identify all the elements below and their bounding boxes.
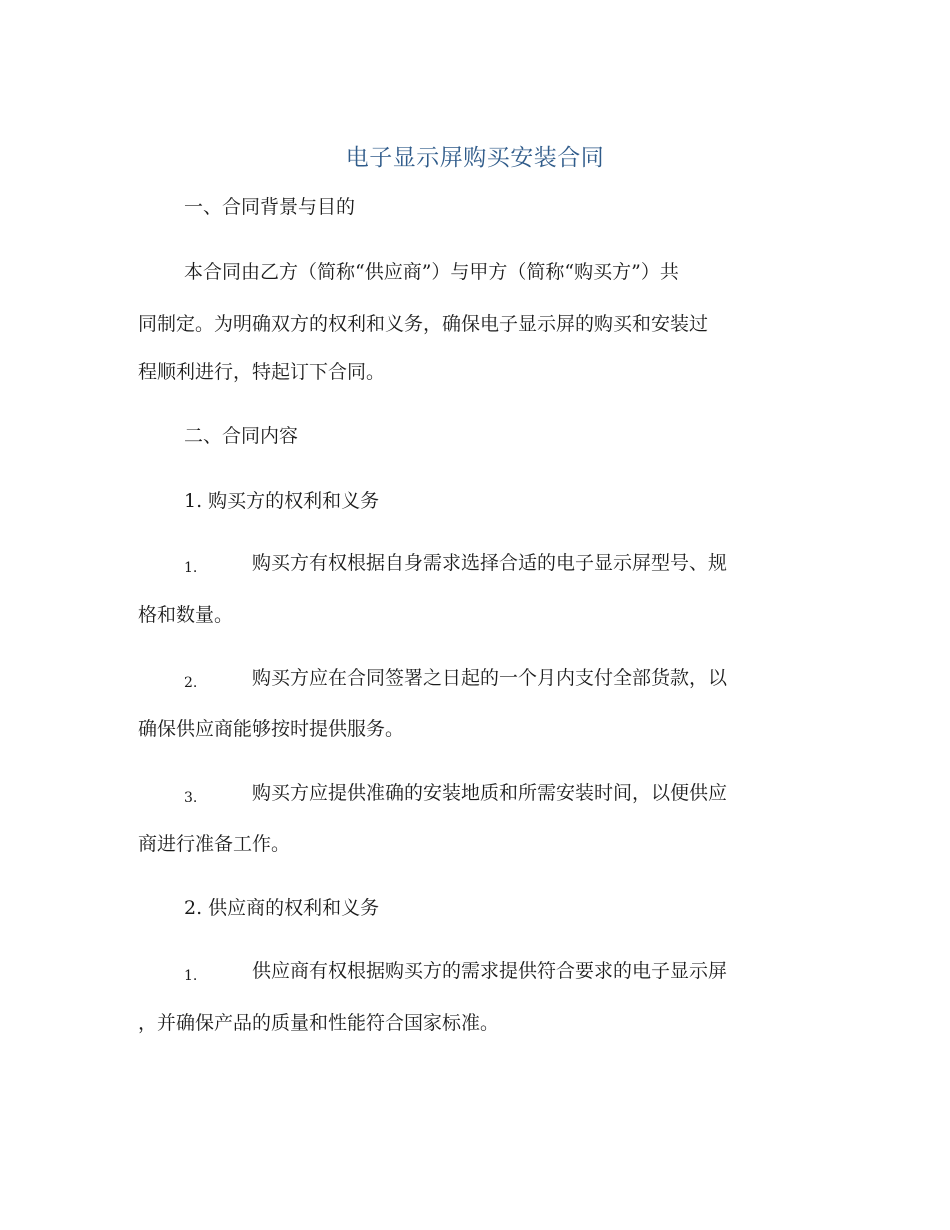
subsection-2-heading: 2. 供应商的权利和义务	[184, 897, 380, 919]
document-title: 电子显示屏购买安装合同	[345, 145, 605, 171]
list-item-line-1: 购买方应在合同签署之日起的一个月内支付全部货款，以	[252, 667, 728, 689]
list-item-number: 3.	[184, 790, 198, 806]
list-item-number: 2.	[184, 675, 198, 691]
section-1-paragraph-line-2: 同制定。为明确双方的权利和义务，确保电子显示屏的购买和安装过	[138, 313, 709, 335]
list-item-line-1: 供应商有权根据购买方的需求提供符合要求的电子显示屏	[252, 960, 728, 982]
list-item-line-2: 确保供应商能够按时提供服务。	[138, 718, 405, 740]
section-2-heading: 二、合同内容	[184, 425, 299, 447]
list-item-line-2: 格和数量。	[138, 604, 234, 626]
list-item-line-2: ，并确保产品的质量和性能符合国家标准。	[138, 1012, 500, 1034]
list-item-number: 1.	[184, 968, 198, 984]
list-item-number: 1.	[184, 560, 198, 576]
list-item-line-1: 购买方有权根据自身需求选择合适的电子显示屏型号、规	[252, 552, 728, 574]
section-1-heading: 一、合同背景与目的	[184, 196, 356, 218]
section-1-paragraph-line-1: 本合同由乙方（简称“供应商”）与甲方（简称“购买方”）共	[184, 261, 679, 283]
section-1-paragraph-line-3: 程顺利进行，特起订下合同。	[138, 361, 386, 383]
list-item-line-2: 商进行准备工作。	[138, 833, 291, 855]
subsection-1-heading: 1. 购买方的权利和义务	[184, 490, 380, 512]
list-item-line-1: 购买方应提供准确的安装地质和所需安装时间，以便供应	[252, 782, 728, 804]
